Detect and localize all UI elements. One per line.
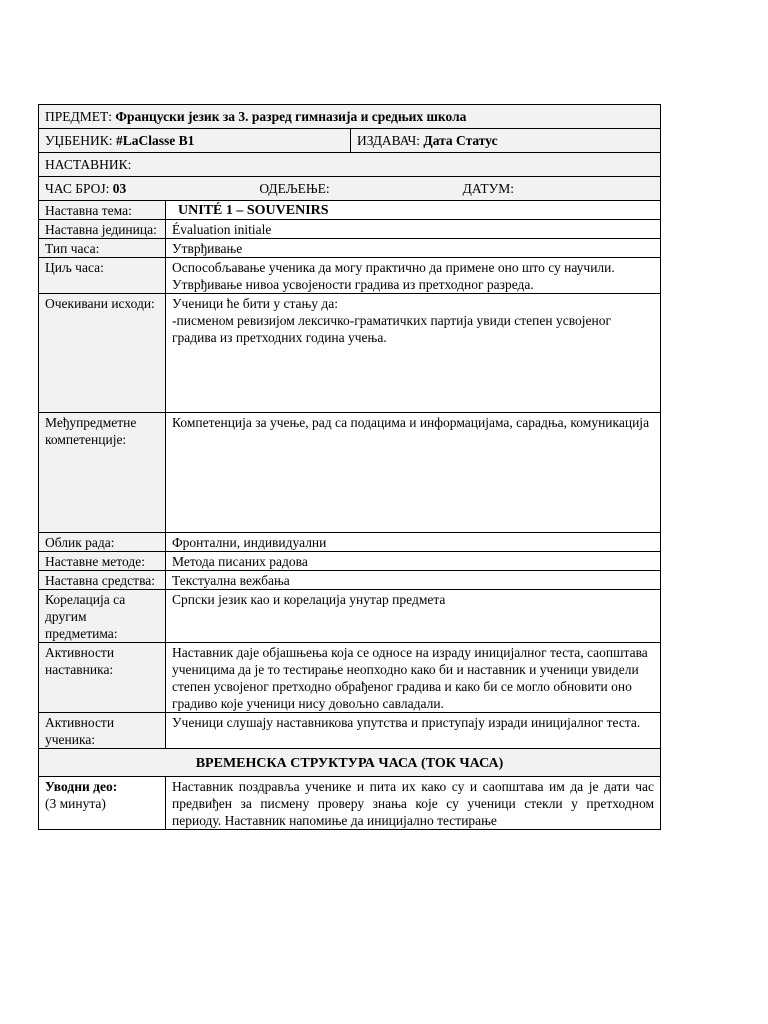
methods-row: [39, 552, 661, 571]
lesson-plan-table: [38, 104, 661, 830]
teacher-activity-value: Наставник даје објашњења која се односе на израду иницијалног теста, саопштава ученицима да је то тестирање неопходно како би и наставник и ученици увидели степен усвојеног претходно обрађеног градива и како би се могло обновити оно градиво које ученици нису довољно савладали.: [166, 643, 661, 713]
intro-label: Уводни део:: [45, 779, 118, 794]
date-label: ДАТУМ:: [462, 181, 514, 196]
lesson-info-cell: [39, 177, 661, 201]
lesson-info-row: [39, 177, 661, 201]
outcomes-value: [166, 294, 661, 413]
teacher-cell: [39, 153, 661, 177]
goal-line-2: Утврђивање нивоа усвојености градива из претходног разреда.: [172, 277, 534, 292]
correlation-row: [39, 590, 661, 643]
outcomes-row: [39, 294, 661, 413]
intro-text: Наставник поздравља ученике и пита их како су и саопштава им да је дати час предвиђен за писмену проверу знања које су ученици стекли у претходном периоду. Наставник напомиње да иницијално тестирање: [166, 777, 661, 830]
textbook-row: [39, 129, 661, 153]
teacher-label: НАСТАВНИК:: [45, 157, 132, 172]
intro-duration: (3 минута): [45, 796, 106, 811]
subject-cell: [39, 105, 661, 129]
methods-label: Наставне методе:: [39, 552, 166, 571]
section-title: ВРЕМЕНСКА СТРУКТУРА ЧАСА (ТОК ЧАСА): [39, 749, 661, 777]
subject-label: ПРЕДМЕТ:: [45, 109, 112, 124]
form-value: Фронтални, индивидуални: [166, 533, 661, 552]
subject-value: Француски језик за 3. разред гимназија и средњих школа: [115, 109, 467, 124]
subject-row: [39, 105, 661, 129]
form-label: Облик рада:: [39, 533, 166, 552]
unit-row: [39, 220, 661, 239]
means-label: Наставна средства:: [39, 571, 166, 590]
teacher-activity-label: Активности наставника:: [39, 643, 166, 713]
goal-label: Циљ часа:: [39, 258, 166, 294]
competences-row: [39, 413, 661, 533]
teacher-row: [39, 153, 661, 177]
outcomes-label: Очекивани исходи:: [39, 294, 166, 413]
type-value: Утврђивање: [166, 239, 661, 258]
publisher-value: Дата Статус: [423, 133, 498, 148]
student-activity-label: Активности ученика:: [39, 713, 166, 749]
methods-value: Метода писаних радова: [166, 552, 661, 571]
type-label: Тип часа:: [39, 239, 166, 258]
goal-row: [39, 258, 661, 294]
goal-value: [166, 258, 661, 294]
goal-line-1: Оспособљавање ученика да могу практично да примене оно што су научили.: [172, 260, 615, 275]
textbook-value: #LaClasse B1: [115, 133, 195, 148]
textbook-cell: [39, 129, 351, 153]
type-row: [39, 239, 661, 258]
intro-row: [39, 777, 661, 830]
lesson-number-value: 03: [112, 181, 127, 196]
correlation-value: Српски језик као и корелација унутар предмета: [166, 590, 661, 643]
correlation-label: Корелација са другим предметима:: [39, 590, 166, 643]
form-row: [39, 533, 661, 552]
intro-label-cell: [39, 777, 166, 830]
student-activity-row: [39, 713, 661, 749]
publisher-cell: [351, 129, 661, 153]
section-title-row: [39, 749, 661, 777]
competences-value: Компетенција за учење, рад са подацима и информацијама, сарадња, комуникација: [166, 413, 661, 533]
topic-row: [39, 201, 661, 220]
means-value: Текстуална вежбања: [166, 571, 661, 590]
lesson-plan-sheet: [38, 104, 660, 830]
teacher-activity-row: [39, 643, 661, 713]
unit-value: Évaluation initiale: [166, 220, 661, 239]
publisher-label: ИЗДАВАЧ:: [357, 133, 421, 148]
lesson-number-label: ЧАС БРОЈ:: [45, 181, 110, 196]
outcomes-line-1: Ученици ће бити у стању да:: [172, 296, 338, 311]
unit-label: Наставна јединица:: [39, 220, 166, 239]
competences-label: Међупредметне компетенције:: [39, 413, 166, 533]
department-label: ОДЕЉЕЊЕ:: [259, 181, 330, 196]
means-row: [39, 571, 661, 590]
lesson-number: [45, 180, 126, 197]
topic-value: UNITÉ 1 – SOUVENIRS: [166, 201, 661, 220]
outcomes-line-2: -писменом ревизијом лексичко-граматичких партија увиди степен усвојеног градива из претходних година учења.: [172, 313, 612, 345]
textbook-label: УЏБЕНИК:: [45, 133, 113, 148]
topic-label: Наставна тема:: [39, 201, 166, 220]
student-activity-value: Ученици слушају наставникова упутства и приступају изради иницијалног теста.: [166, 713, 661, 749]
